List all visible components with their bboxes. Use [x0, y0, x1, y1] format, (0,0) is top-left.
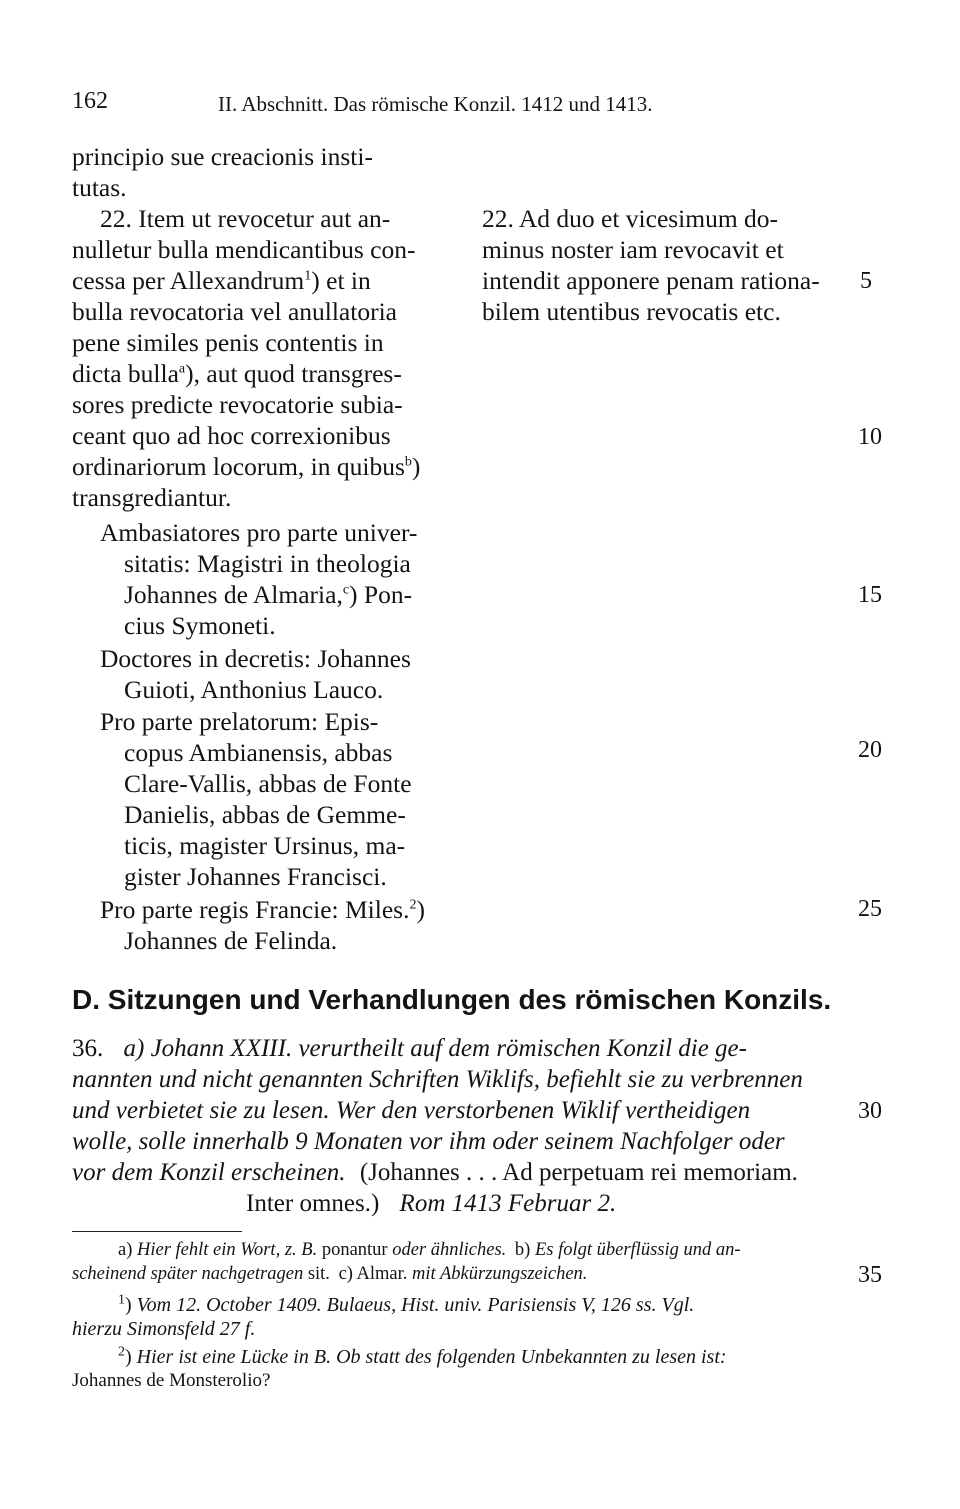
- text-line: bilem utentibus revocatis etc.: [482, 297, 781, 326]
- text-line: cius Symoneti.: [124, 611, 276, 640]
- line-number: 25: [858, 896, 882, 922]
- running-title: II. Abschnitt. Das römische Konzil. 1412 und 1413.: [218, 92, 653, 116]
- footnote-ref-1[interactable]: 1: [304, 268, 312, 284]
- text-line: 22. Ad duo et vicesimum do-: [482, 204, 779, 233]
- footnote-divider: [72, 1231, 242, 1232]
- page-number: 162: [72, 88, 108, 114]
- text-line: gister Johannes Francisci.: [124, 862, 387, 891]
- text-line: Pro parte regis Francie: Miles.$^2$): [100, 895, 425, 924]
- text-line: cessa per Allexandrum$^1$) et in: [72, 266, 371, 295]
- text-line: nulletur bulla mendicantibus con-: [72, 235, 416, 264]
- line-number: 35: [858, 1262, 882, 1288]
- text-line: Danielis, abbas de Gemme-: [124, 800, 406, 829]
- footnote-1: $^1$) Vom 12. October 1409. Bulaeus, Hist. univ. Parisiensis V, 126 ss. Vgl.: [118, 1292, 695, 1316]
- text-line: transgrediantur.: [72, 483, 232, 512]
- text-line: tutas.: [72, 173, 127, 202]
- text-line: ticis, magister Ursinus, ma-: [124, 831, 406, 860]
- footnote-ref-c[interactable]: c: [342, 582, 350, 598]
- text-line: minus noster iam revocavit et: [482, 235, 784, 264]
- item-date: Rom 1413 Februar 2.: [399, 1190, 617, 1217]
- text-line: wolle, solle innerhalb 9 Monaten vor ihm oder seinem Nachfolger oder: [72, 1128, 785, 1155]
- text-line: 36. a) Johann XXIII. verurtheilt auf dem römischen Konzil die ge-: [72, 1035, 747, 1062]
- footnote-letters-line: a) Hier fehlt ein Wort, z. B. ponantur oder ähnliches. b) Es folgt überflüssig und an-: [118, 1240, 741, 1260]
- text-line: Doctores in decretis: Johannes: [100, 644, 411, 673]
- item-number: 36.: [72, 1035, 104, 1062]
- text-line: dicta bulla$^a$), aut quod transgres-: [72, 359, 402, 388]
- text-line: principio sue creacionis insti-: [72, 142, 373, 171]
- footnote-2-cont: Johannes de Monsterolio?: [72, 1370, 271, 1391]
- footnote-letters-line: scheinend später nachgetragen sit. c) Almar. mit Abkürzungszeichen.: [72, 1264, 588, 1284]
- text-line: Johannes de Almaria,$^c$) Pon-: [124, 580, 413, 609]
- text-line: Johannes de Felinda.: [124, 926, 338, 955]
- text-line: und verbietet sie zu lesen. Wer den verstorbenen Wiklif vertheidigen: [72, 1097, 751, 1124]
- line-number: 10: [858, 424, 882, 450]
- text-line: Ambasiatores pro parte univer-: [100, 518, 418, 547]
- footnote-ref-a[interactable]: a: [178, 361, 186, 377]
- footnote-2: $^2$) Hier ist eine Lücke in B. Ob statt des folgenden Unbekannten zu lesen ist:: [118, 1344, 727, 1368]
- text-line: sores predicte revocatorie subia-: [72, 390, 403, 419]
- text-line: Inter omnes.) Rom 1413 Februar 2.: [246, 1190, 617, 1217]
- text-line: ceant quo ad hoc correxionibus: [72, 421, 391, 450]
- line-number: 20: [858, 737, 882, 763]
- text-line: Pro parte prelatorum: Epis-: [100, 707, 379, 736]
- section-heading: D. Sitzungen und Verhandlungen des römischen Konzils.: [72, 984, 832, 1015]
- footnote-ref-2[interactable]: 2: [409, 897, 417, 913]
- text-line: copus Ambianensis, abbas: [124, 738, 393, 767]
- text-line: Clare-Vallis, abbas de Fonte: [124, 769, 412, 798]
- text-line: ordinariorum locorum, in quibus$^b$): [72, 452, 421, 481]
- text-line: intendit apponere penam rationa-: [482, 266, 820, 295]
- line-number: 15: [858, 582, 882, 608]
- text-line: Guioti, Anthonius Lauco.: [124, 675, 384, 704]
- text-line: bulla revocatoria vel anullatoria: [72, 297, 397, 326]
- line-number: 5: [860, 268, 872, 294]
- footnote-ref-b[interactable]: b: [404, 454, 412, 470]
- footnote-1-cont: hierzu Simonsfeld 27 f.: [72, 1318, 256, 1340]
- text-line: pene similes penis contentis in: [72, 328, 384, 357]
- text-line: nannten und nicht genannten Schriften Wiklifs, befiehlt sie zu verbrennen: [72, 1066, 803, 1093]
- line-number: 30: [858, 1098, 882, 1124]
- text-line: 22. Item ut revocetur aut an-: [100, 204, 391, 233]
- text-line: sitatis: Magistri in theologia: [124, 549, 411, 578]
- text-line: vor dem Konzil erscheinen. (Johannes . . . Ad perpetuam rei memoriam.: [72, 1159, 798, 1186]
- incipit: (Johannes . . . Ad perpetuam rei memoriam.: [359, 1159, 798, 1186]
